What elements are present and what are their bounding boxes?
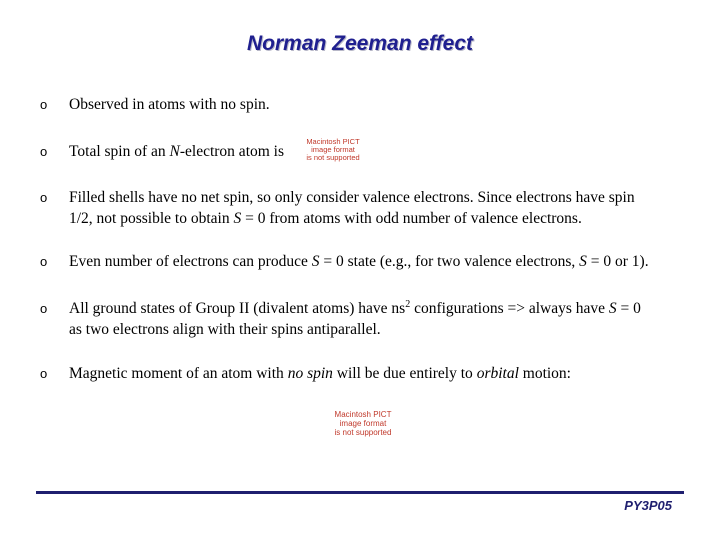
pict-line-1: Macintosh PICT [334, 410, 392, 419]
bullet-marker: o [40, 144, 48, 159]
footer-divider [36, 491, 684, 494]
bullet-4-text-c: = 0 or 1). [586, 253, 649, 270]
variable-s: S [311, 253, 320, 270]
bullet-5-text-b: configurations => always have [410, 300, 609, 317]
bullet-6-text-b: will be due entirely to [332, 365, 477, 382]
bullet-6-text-c: motion: [518, 365, 571, 382]
bullet-5-text-c: = 0 [616, 300, 641, 317]
superscript: 2 [405, 298, 411, 310]
pict-line-1: Macintosh PICT [306, 137, 360, 146]
pict-line-3: is not supported [306, 153, 360, 162]
bullet-4-text-a: Even number of electrons can produce [69, 253, 312, 270]
bullet-3-line-1: Filled shells have no net spin, so only consider valence electrons. Since electrons have spin [69, 189, 635, 206]
footer-course-code: PY3P05 [624, 498, 672, 513]
bullet-marker: o [40, 97, 48, 112]
bullet-marker: o [40, 301, 48, 316]
bullet-5-text [69, 298, 689, 340]
pict-placeholder-image [298, 138, 368, 162]
bullet-1-text: Observed in atoms with no spin. [69, 96, 270, 113]
pict-placeholder-image [318, 410, 408, 437]
bullet-3-line-2a: 1/2, not possible to obtain [69, 210, 234, 227]
bullet-3-line-2b: = 0 from atoms with odd number of valence electrons. [241, 210, 582, 227]
emphasis-no-spin: no spin [287, 365, 333, 382]
bullet-3-text [69, 187, 689, 229]
emphasis-orbital: orbital [476, 365, 519, 382]
bullet-5-text-a: All ground states of Group II (divalent atoms) have ns [69, 300, 406, 317]
bullet-6-text-a: Magnetic moment of an atom with [69, 365, 288, 382]
bullet-5-line-2: as two electrons align with their spins antiparallel. [69, 321, 381, 338]
slide-title: Norman Zeeman effect [246, 32, 474, 55]
variable-n: N [169, 143, 180, 160]
pict-line-2: image format [339, 419, 387, 428]
pict-line-3: is not supported [334, 428, 392, 437]
bullet-4-text [69, 251, 689, 272]
bullet-6-text [69, 363, 689, 384]
variable-s: S [608, 300, 617, 317]
pict-line-2: image format [311, 145, 355, 154]
bullet-4-text-b: = 0 state (e.g., for two valence electrons, [319, 253, 580, 270]
variable-s: S [579, 253, 587, 270]
bullet-2-text-b: -electron atom is [179, 143, 285, 160]
bullet-2-text [69, 141, 689, 162]
variable-s: S [233, 210, 242, 227]
bullet-marker: o [40, 190, 48, 205]
bullet-2-text-a: Total spin of an [69, 143, 170, 160]
bullet-marker: o [40, 366, 48, 381]
bullet-marker: o [40, 254, 48, 269]
